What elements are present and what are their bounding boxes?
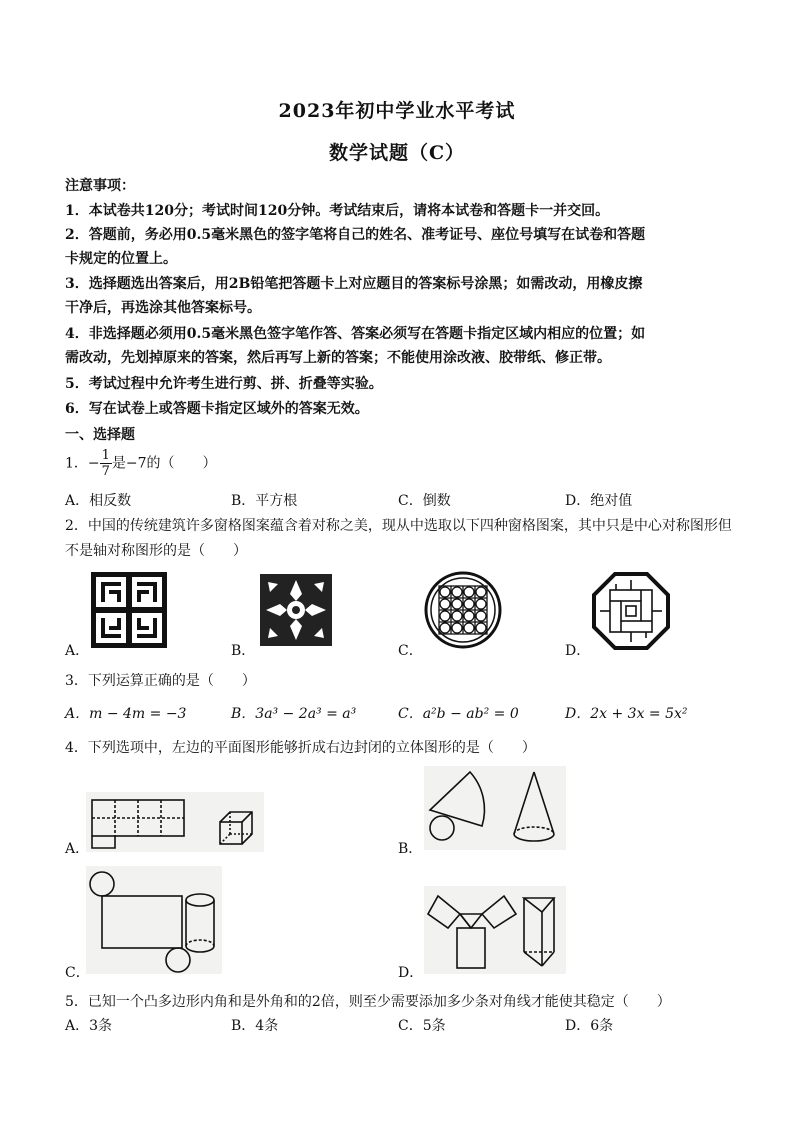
q2-stem-line1: 2．中国的传统建筑许多窗格图案蕴含着对称之美，现从中选取以下四种窗格图案，其中只是中心对称图形但 [65,518,732,534]
note-line: 4．非选择题必须用0.5毫米黑色签字笔作答、答案必须写在答题卡指定区域内相应的位置；如 [65,326,646,342]
window-pattern-c [424,571,502,649]
q5-option-b: B．4条 [231,1018,279,1034]
q5-option-a: A．3条 [65,1018,113,1034]
q1-stem: 1．− $\frac{1}{7}$ 是−7的（ ） [65,448,217,479]
note-line: 干净后，再选涂其他答案标号。 [65,300,261,316]
q4-label-a: A． [65,841,90,857]
q4-label-d: D． [398,965,424,981]
window-pattern-d [592,572,670,650]
fraction: $\frac{1}{7}$ [101,448,110,479]
q3-option-a: A．m − 4m = −3 [65,706,187,722]
q4-stem: 4．下列选项中，左边的平面图形能够折成右边封闭的立体图形的是（ ） [65,740,536,756]
q3-option-b: B．3a³ − 2a³ = a³ [231,706,357,722]
q4-label-b: B． [398,841,423,857]
q5-option-c: C．5条 [398,1018,446,1034]
q1-option-a: A．相反数 [65,493,132,509]
q2-stem-line2: 不是轴对称图形的是（ ） [65,543,247,559]
notes-heading: 注意事项： [65,178,135,194]
q3-option-d: D．2x + 3x = 5x² [565,706,688,722]
q4-figure-b [424,766,566,850]
q3-option-c: C．a²b − ab² = 0 [398,706,519,722]
q4-figure-a [86,792,264,852]
q4-figure-d [424,886,566,974]
q1-option-d: D．绝对值 [565,493,633,509]
q2-label-c: C． [398,643,423,659]
q2-label-a: A． [65,643,90,659]
exam-subtitle: 数学试题（C） [328,142,466,164]
q1-option-b: B．平方根 [231,493,298,509]
note-line: 卡规定的位置上。 [65,251,177,267]
exam-title: 2023年初中学业水平考试 [278,100,516,122]
note-line: 3．选择题选出答案后，用2B铅笔把答题卡上对应题目的答案标号涂黑；如需改动，用橡皮擦 [65,276,643,292]
q5-option-d: D．6条 [565,1018,614,1034]
q5-stem: 5．已知一个凸多边形内角和是外角和的2倍，则至少需要添加多少条对角线才能使其稳定（ ） [65,994,671,1010]
note-line: 2．答题前，务必用0.5毫米黑色的签字笔将自己的姓名、准考证号、座位号填写在试卷和答题 [65,227,646,243]
window-pattern-b [260,574,332,646]
q4-label-c: C． [65,965,90,981]
q4-figure-c [86,866,222,974]
q2-label-b: B． [231,643,256,659]
note-line: 1．本试卷共120分；考试时间120分钟。考试结束后，请将本试卷和答题卡一并交回。 [65,203,610,219]
note-line: 5．考试过程中允许考生进行剪、拼、折叠等实验。 [65,376,383,392]
section-heading: 一、选择题 [65,427,135,443]
window-pattern-a [91,572,167,648]
note-line: 需改动，先划掉原来的答案，然后再写上新的答案；不能使用涂改液、胶带纸、修正带。 [65,350,611,366]
q3-stem: 3．下列运算正确的是（ ） [65,673,256,689]
q2-label-d: D． [565,643,591,659]
note-line: 6．写在试卷上或答题卡指定区域外的答案无效。 [65,401,369,417]
q1-option-c: C．倒数 [398,493,451,509]
